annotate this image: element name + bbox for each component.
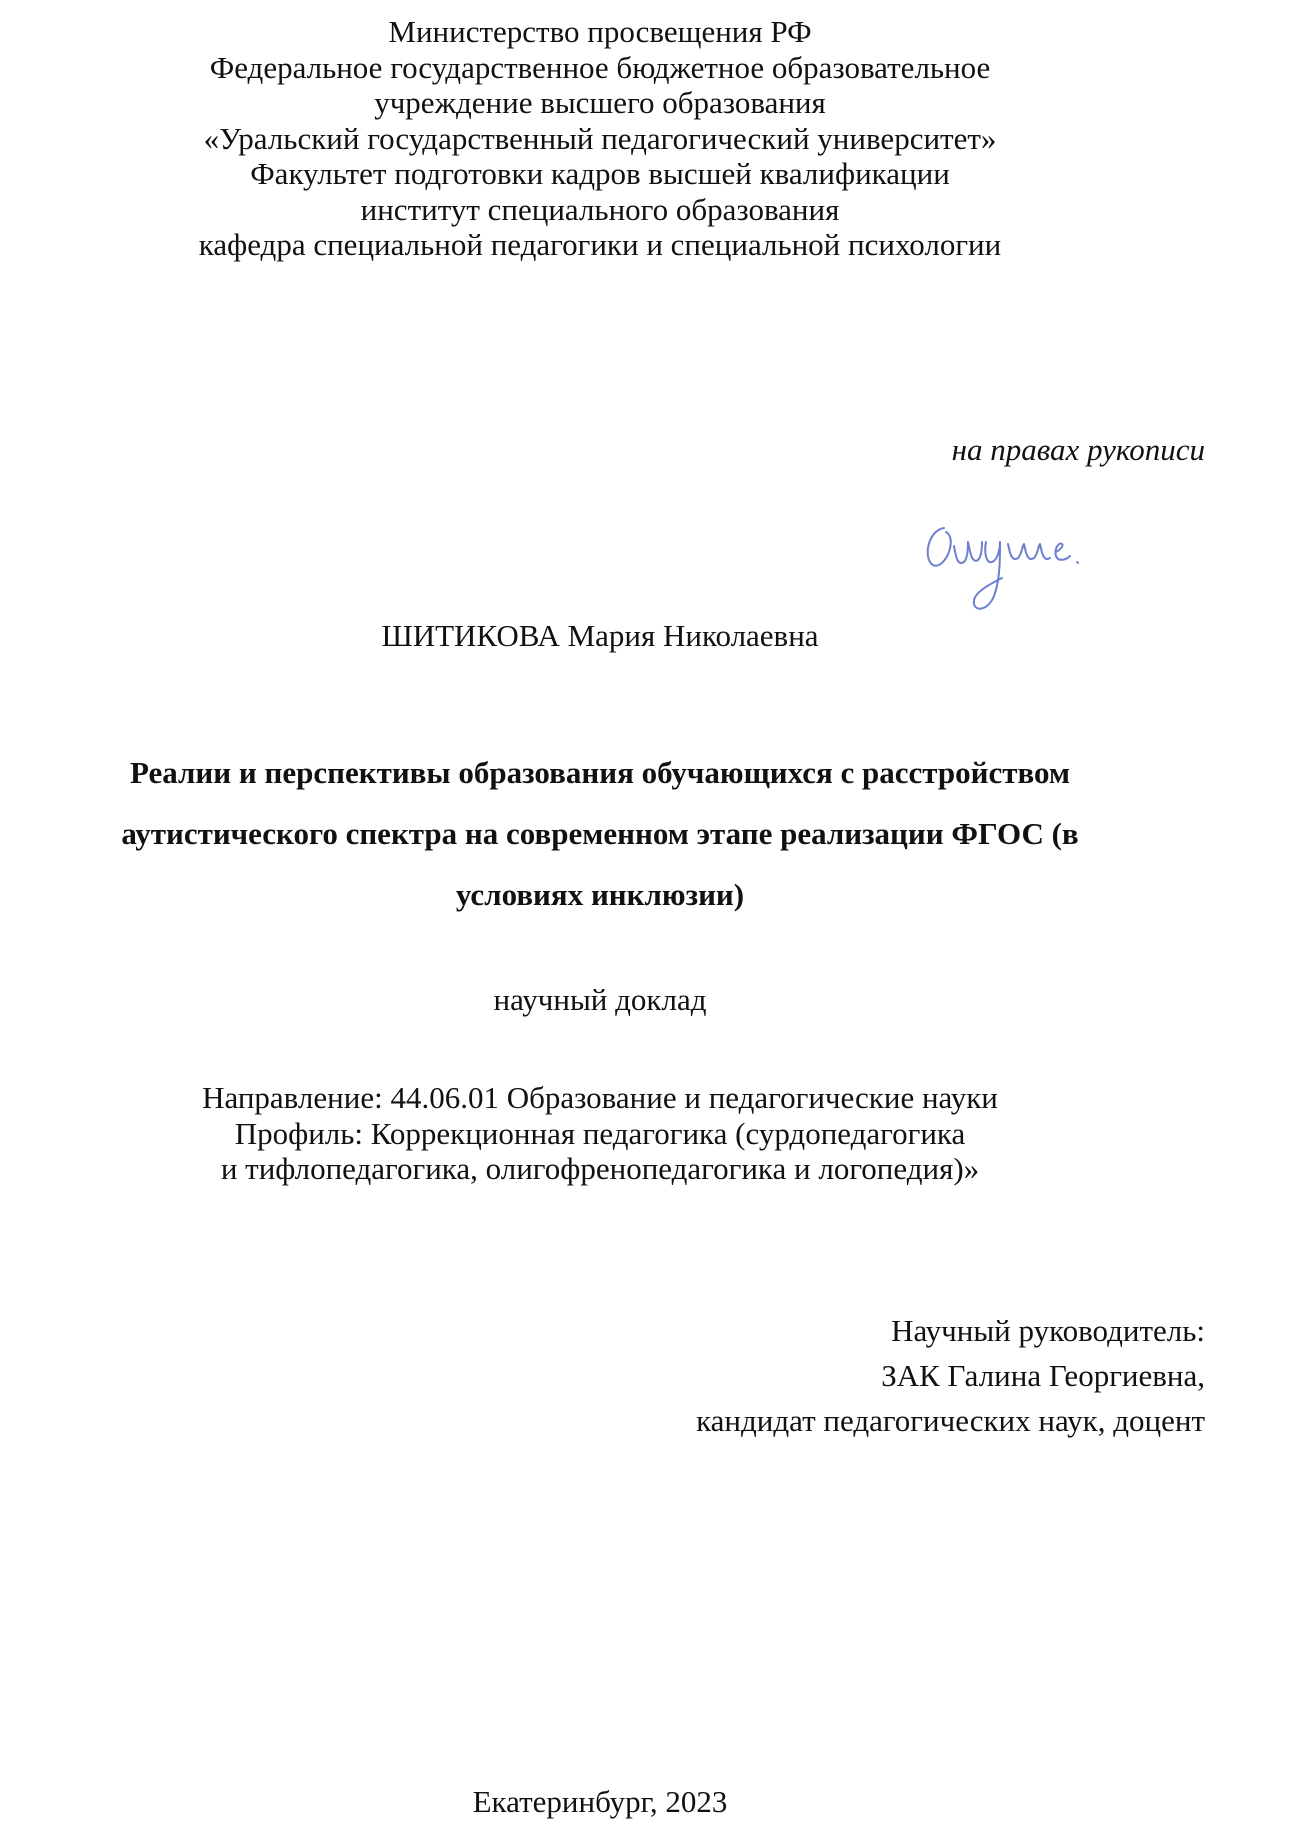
title-line: условиях инклюзии) — [455, 877, 745, 912]
title-line: аутистического спектра на современном этапе реализации ФГОС (в — [121, 816, 1079, 851]
institution-level-line: учреждение высшего образования — [374, 85, 826, 120]
supervisor-name: ЗАК Галина Георгиевна, — [881, 1358, 1205, 1393]
institution-header — [0, 14, 1200, 263]
profile-line-continued: и тифлопедагогика, олигофренопедагогика и логопедия)» — [220, 1151, 980, 1186]
title-line: Реалии и перспективы образования обучающихся с расстройством — [129, 755, 1071, 790]
supervisor-label: Научный руководитель: — [891, 1313, 1205, 1348]
ministry-line: Министерство просвещения РФ — [388, 14, 812, 49]
university-name-line: «Уральский государственный педагогический университет» — [203, 120, 997, 156]
handwritten-signature — [910, 500, 1120, 630]
manuscript-rights-note: на правах рукописи — [951, 432, 1205, 467]
institute-line: институт специального образования — [360, 191, 840, 227]
study-direction — [0, 1080, 1200, 1187]
faculty-line: Факультет подготовки кадров высшей квалификации — [250, 156, 950, 191]
supervisor-block — [696, 1308, 1205, 1443]
city-year: Екатеринбург, 2023 — [472, 1784, 728, 1819]
document-type: научный доклад — [493, 982, 707, 1017]
profile-line: Профиль: Коррекционная педагогика (сурдопедагогика — [234, 1115, 966, 1151]
supervisor-degree: кандидат педагогических наук, доцент — [696, 1403, 1205, 1438]
author-name: ШИТИКОВА Мария Николаевна — [381, 618, 819, 653]
report-title — [0, 742, 1200, 925]
institution-type-line: Федеральное государственное бюджетное образовательное — [209, 49, 991, 85]
direction-line: Направление: 44.06.01 Образование и педагогические науки — [202, 1080, 998, 1115]
department-line: кафедра специальной педагогики и специальной психологии — [198, 227, 1002, 262]
